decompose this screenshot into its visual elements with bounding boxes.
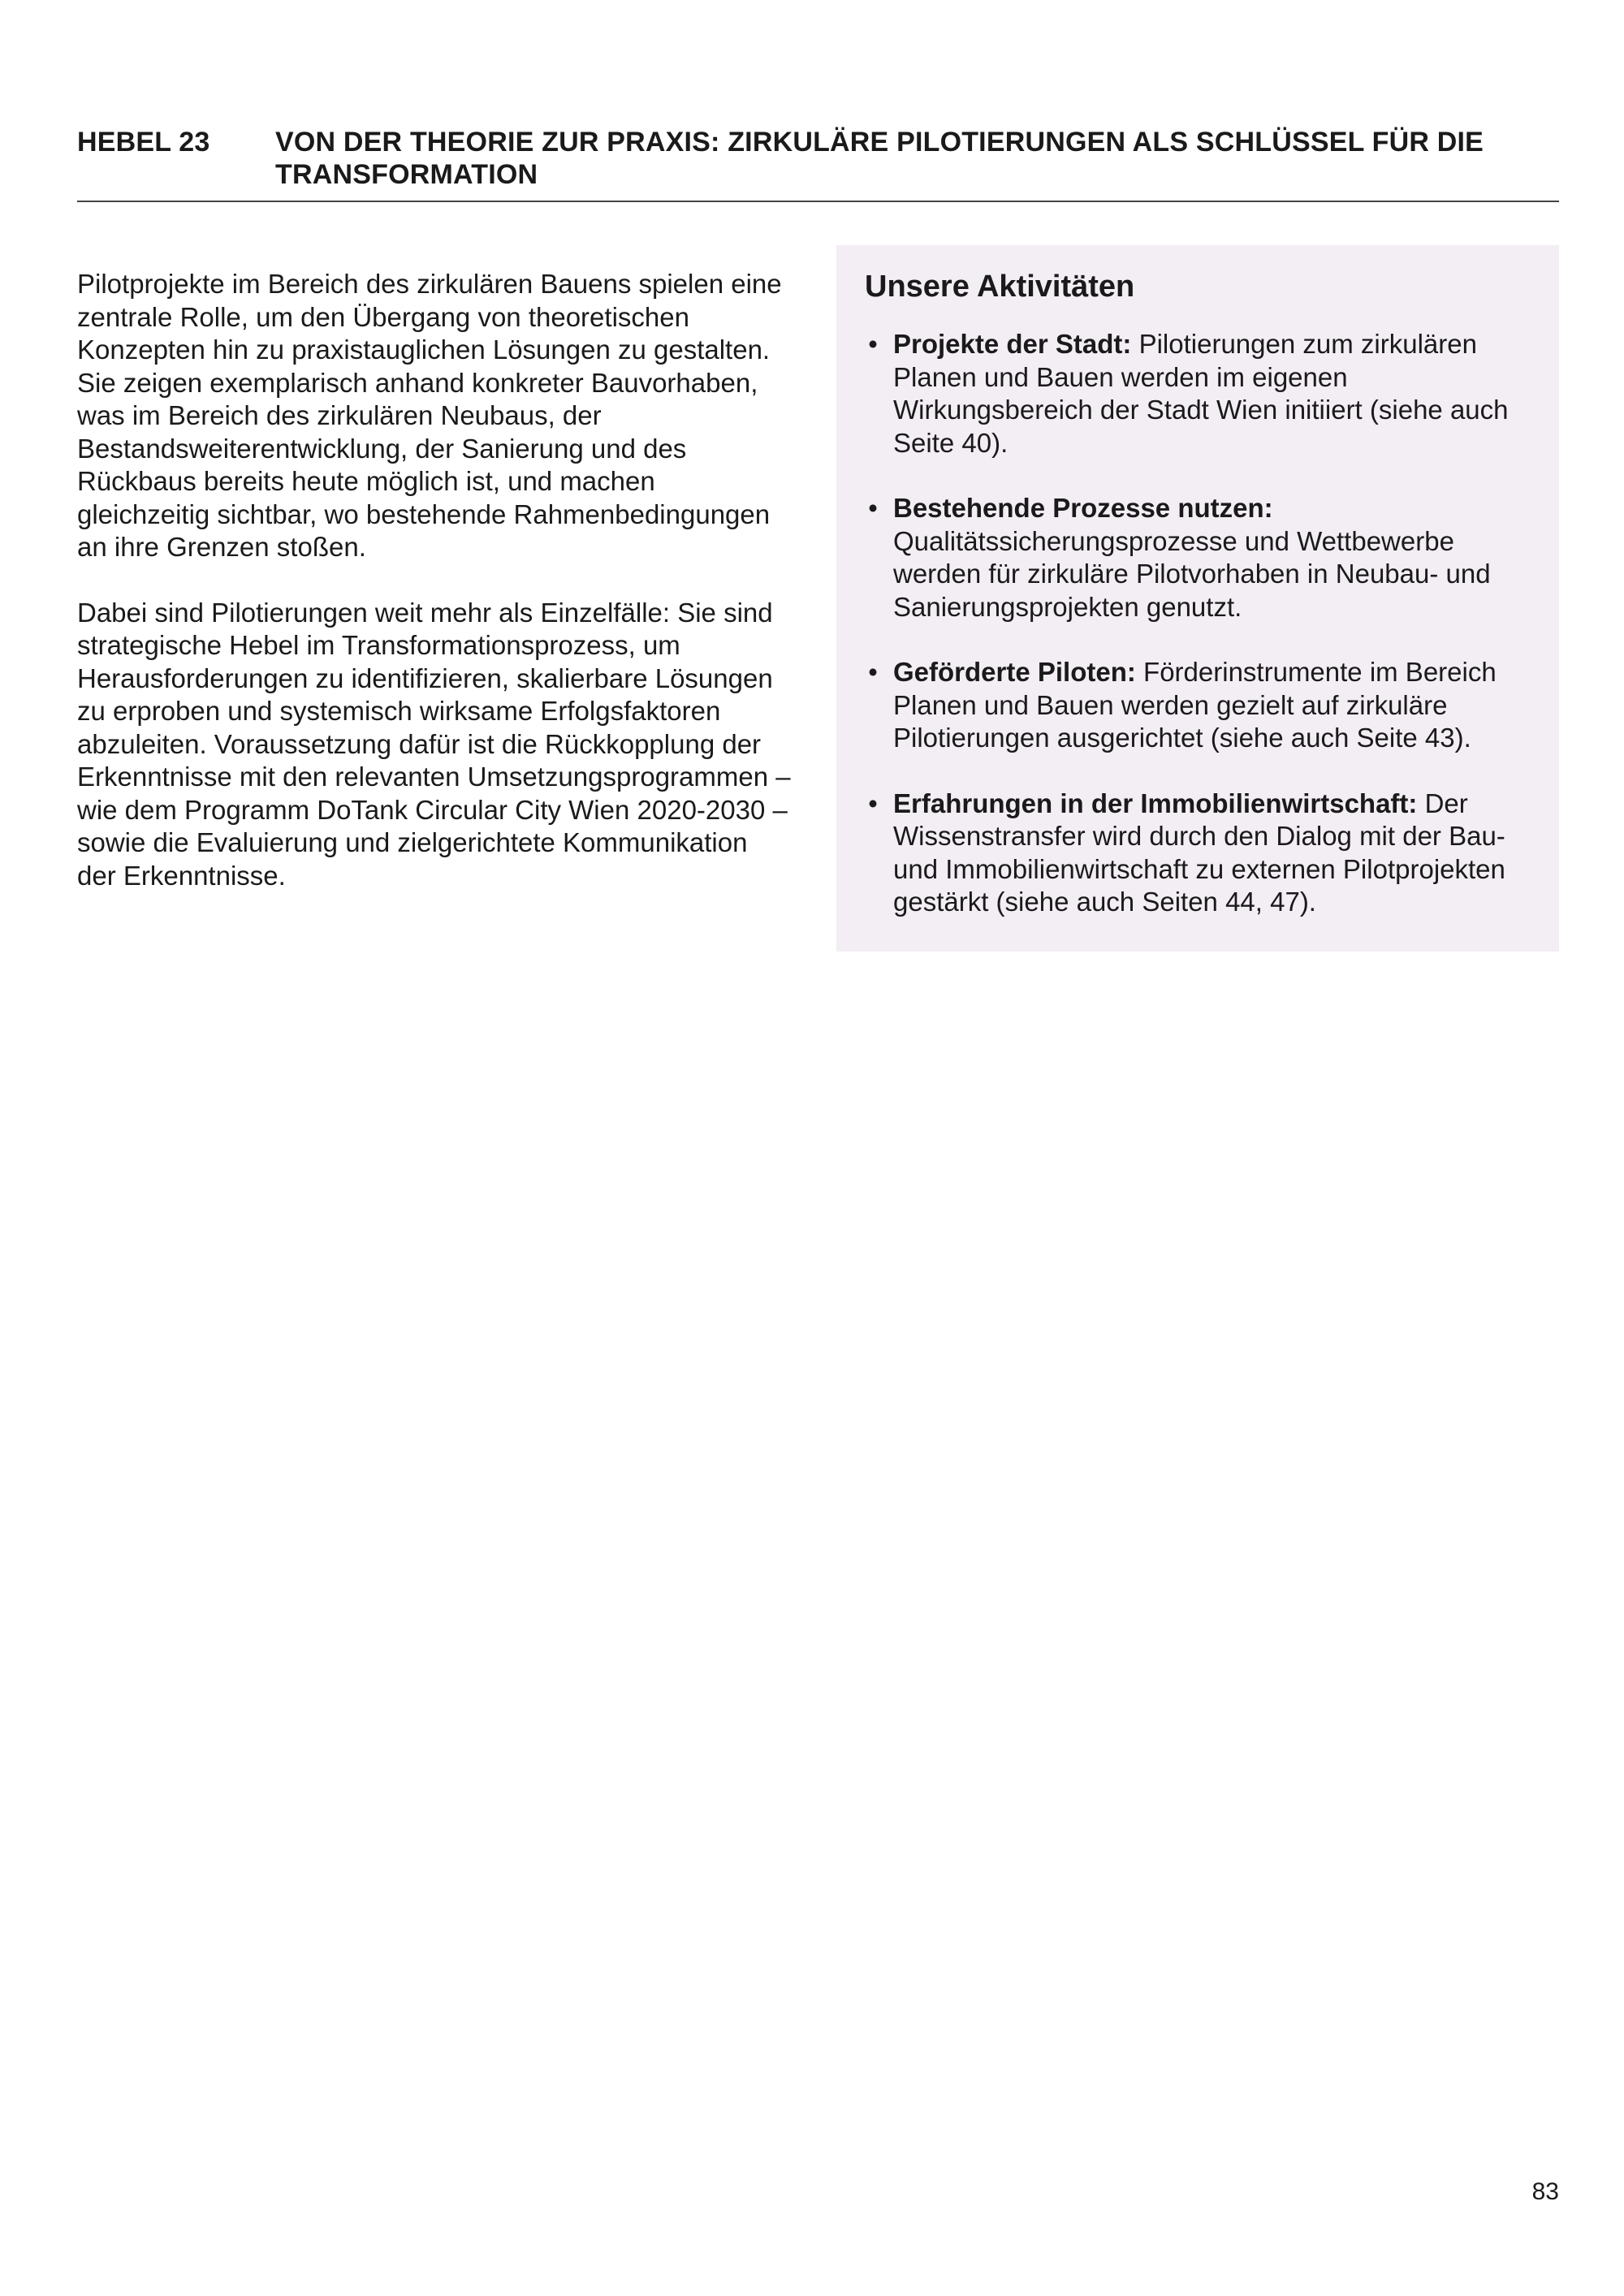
- activity-text: Pilotierungen zum zirkulären Planen und Bauen werden im eigenen Wirkungsbereich der Stadt Wien initiiert (siehe auch Seite 40).: [893, 329, 1509, 458]
- activity-label: Projekte der Stadt:: [893, 329, 1139, 359]
- body-text-column: [77, 268, 792, 925]
- body-paragraph-2: Dabei sind Pilotierungen weit mehr als Einzelfälle: Sie sind strategische Hebel im Transformationsprozess, um Herausforderungen zu identifizieren, skalierbare Lösungen zu erproben und systemisch wirksame Erfolgsfaktoren abzuleiten. Voraussetzung dafür ist die Rückkopplung der Erkenntnisse mit den relevanten Umsetzungsprogrammen – wie dem Programm DoTank Circular City Wien 2020-2030 – sowie die Evaluierung und zielgerichtete Kommunikation der Erkenntnisse.: [77, 597, 791, 891]
- lever-label: HEBEL 23: [77, 127, 210, 158]
- page-header: [77, 126, 1559, 191]
- header-divider: [77, 201, 1559, 202]
- bullet-icon: •: [868, 657, 878, 687]
- activities-box: [836, 245, 1559, 952]
- activity-item: [865, 656, 1535, 755]
- activities-list: [865, 328, 1535, 919]
- bullet-icon: •: [868, 788, 878, 818]
- activity-label: Bestehende Prozesse nutzen:: [893, 493, 1273, 523]
- activity-text: Der Wissenstransfer wird durch den Dialog mit der Bau- und Immobilienwirtschaft zu externen Pilotprojekten gestärkt (siehe auch Seiten 44, 47).: [893, 788, 1505, 917]
- activity-item: [865, 492, 1535, 624]
- activity-label: Geförderte Piloten:: [893, 657, 1144, 687]
- bullet-icon: •: [868, 329, 878, 359]
- activity-text: Qualitätssicherungsprozesse und Wettbewerbe werden für zirkuläre Pilotvorhaben in Neubau- und Sanierungsprojekten genutzt.: [893, 525, 1491, 622]
- body-paragraph-1: Pilotprojekte im Bereich des zirkulären Bauens spielen eine zentrale Rolle, um den Übergang von theoretischen Konzepten hin zu praxistauglichen Lösungen zu gestalten. Sie zeigen exemplarisch anhand konkreter Bauvorhaben, was im Bereich des zirkulären Neubaus, der Bestandsweiterentwicklung, der Sanierung und des Rückbaus bereits heute möglich ist, und machen gleichzeitig sichtbar, wo bestehende Rahmenbedingungen an ihre Grenzen stoßen.: [77, 269, 782, 562]
- activity-item: [865, 328, 1535, 460]
- page-title: VON DER THEORIE ZUR PRAXIS: ZIRKULÄRE PILOTIERUNGEN ALS SCHLÜSSEL FÜR DIE TRANSFORMATION: [275, 127, 1484, 190]
- activity-text: Förderinstrumente im Bereich Planen und Bauen werden gezielt auf zirkuläre Pilotierungen ausgerichtet (siehe auch Seite 43).: [893, 657, 1497, 753]
- activity-item: [865, 788, 1535, 919]
- bullet-icon: •: [868, 493, 878, 523]
- activity-label: Erfahrungen in der Immobilienwirtschaft:: [893, 788, 1425, 818]
- activities-title: Unsere Aktivitäten: [865, 270, 1135, 304]
- page-number: 83: [1531, 2178, 1559, 2205]
